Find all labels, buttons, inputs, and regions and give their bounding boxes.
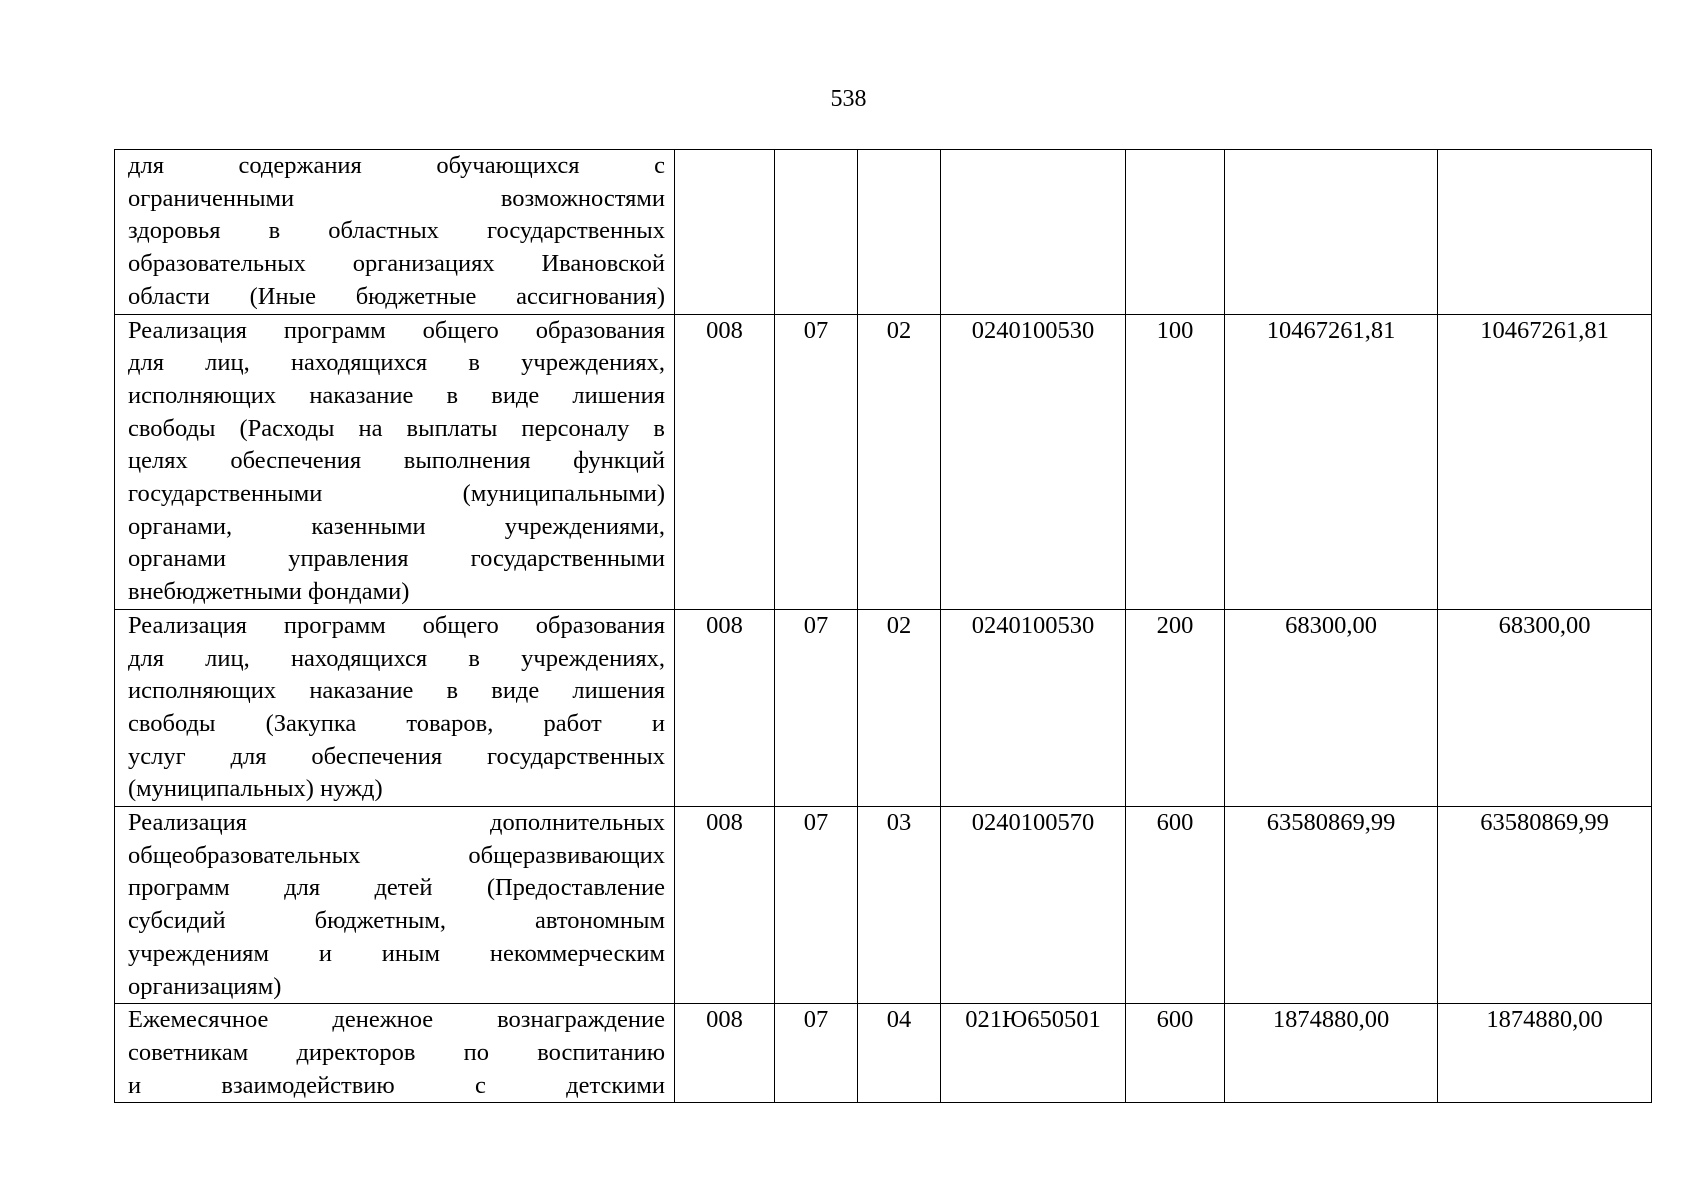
table-row	[115, 150, 1652, 315]
expense-type-cell: 600	[1126, 1004, 1225, 1103]
row-description	[115, 1004, 675, 1103]
description-line: органами управления государственными	[128, 545, 665, 573]
target-article-cell: 0240100530	[941, 609, 1126, 806]
description-line: для лиц, находящихся в учреждениях,	[128, 349, 665, 377]
description-line: свободы (Закупка товаров, работ и	[128, 709, 665, 737]
description-line: свободы (Расходы на выплаты персоналу в	[128, 414, 665, 442]
amount-year-1-cell: 1874880,00	[1225, 1004, 1438, 1103]
subsection-code-cell: 02	[858, 609, 941, 806]
amount-year-1-cell: 63580869,99	[1225, 807, 1438, 1004]
amount-year-1-cell: 68300,00	[1225, 609, 1438, 806]
table-row	[115, 1004, 1652, 1103]
section-code-cell	[775, 150, 858, 315]
expense-type-cell: 200	[1126, 609, 1225, 806]
amount-year-2-cell	[1438, 150, 1652, 315]
target-article-cell: 0240100570	[941, 807, 1126, 1004]
description-line: Реализация программ общего образования	[128, 611, 665, 639]
description-line: области (Иные бюджетные ассигнования)	[128, 282, 665, 310]
amount-year-2-cell: 1874880,00	[1438, 1004, 1652, 1103]
description-line: Ежемесячное денежное вознаграждение	[128, 1006, 665, 1034]
description-line: Реализация программ общего образования	[128, 316, 665, 344]
description-line: организациям)	[128, 972, 282, 1000]
description-line: для лиц, находящихся в учреждениях,	[128, 644, 665, 672]
description-line: (муниципальных) нужд)	[128, 775, 383, 803]
table-body	[115, 150, 1652, 1103]
row-description	[115, 314, 675, 609]
admin-code-cell: 008	[675, 1004, 775, 1103]
row-description	[115, 609, 675, 806]
amount-year-1-cell: 10467261,81	[1225, 314, 1438, 609]
amount-year-1-cell	[1225, 150, 1438, 315]
admin-code-cell	[675, 150, 775, 315]
description-line: Реализация дополнительных	[128, 809, 665, 837]
admin-code-cell: 008	[675, 609, 775, 806]
table-row	[115, 609, 1652, 806]
row-description	[115, 807, 675, 1004]
description-line: органами, казенными учреждениями,	[128, 512, 665, 540]
description-line: исполняющих наказание в виде лишения	[128, 381, 665, 409]
subsection-code-cell: 04	[858, 1004, 941, 1103]
description-line: общеобразовательных общеразвивающих	[128, 841, 665, 869]
expense-type-cell	[1126, 150, 1225, 315]
subsection-code-cell: 02	[858, 314, 941, 609]
description-line: внебюджетными фондами)	[128, 578, 410, 606]
description-line: учреждениям и иным некоммерческим	[128, 939, 665, 967]
admin-code-cell: 008	[675, 807, 775, 1004]
subsection-code-cell	[858, 150, 941, 315]
description-line: исполняющих наказание в виде лишения	[128, 677, 665, 705]
description-line: для содержания обучающихся с	[128, 152, 665, 179]
row-description	[115, 150, 675, 315]
description-line: здоровья в областных государственных	[128, 217, 665, 245]
description-line: субсидий бюджетным, автономным	[128, 907, 665, 935]
description-line: ограниченными возможностями	[128, 184, 665, 212]
page-number: 538	[830, 86, 867, 112]
expense-type-cell: 100	[1126, 314, 1225, 609]
expense-type-cell: 600	[1126, 807, 1225, 1004]
amount-year-2-cell: 63580869,99	[1438, 807, 1652, 1004]
description-line: целях обеспечения выполнения функций	[128, 447, 665, 475]
target-article-cell: 0240100530	[941, 314, 1126, 609]
description-line: государственными (муниципальными)	[128, 480, 665, 508]
table-row	[115, 314, 1652, 609]
description-line: программ для детей (Предоставление	[128, 874, 665, 902]
target-article-cell: 021Ю650501	[941, 1004, 1126, 1103]
subsection-code-cell: 03	[858, 807, 941, 1004]
description-line: и взаимодействию с детскими	[128, 1071, 665, 1099]
section-code-cell: 07	[775, 314, 858, 609]
budget-table	[114, 149, 1652, 1103]
table-row	[115, 807, 1652, 1004]
target-article-cell	[941, 150, 1126, 315]
description-line: образовательных организациях Ивановской	[128, 250, 665, 278]
section-code-cell: 07	[775, 609, 858, 806]
amount-year-2-cell: 68300,00	[1438, 609, 1652, 806]
amount-year-2-cell: 10467261,81	[1438, 314, 1652, 609]
section-code-cell: 07	[775, 1004, 858, 1103]
admin-code-cell: 008	[675, 314, 775, 609]
section-code-cell: 07	[775, 807, 858, 1004]
description-line: услуг для обеспечения государственных	[128, 742, 665, 770]
description-line: советникам директоров по воспитанию	[128, 1038, 665, 1066]
